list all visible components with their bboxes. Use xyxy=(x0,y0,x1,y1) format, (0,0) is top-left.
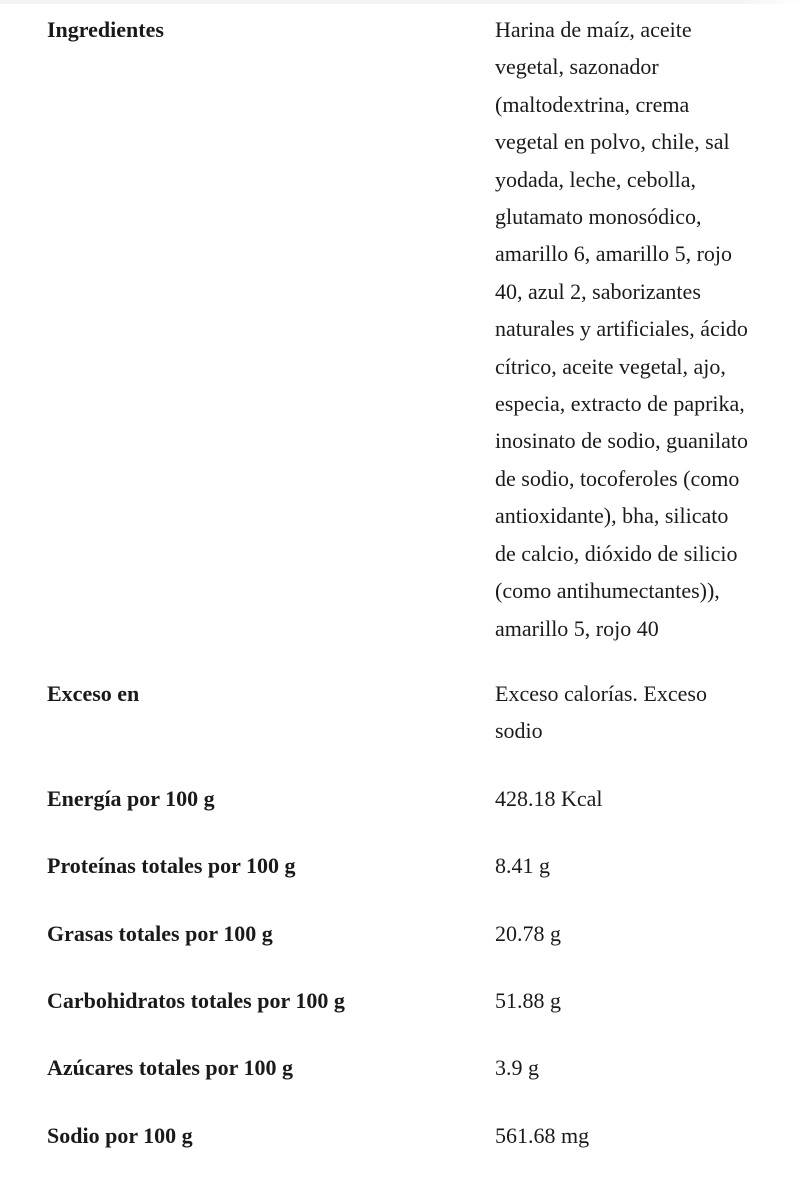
value-line: de calcio, dióxido de silicio xyxy=(495,540,738,566)
value-line: amarillo 6, amarillo 5, rojo xyxy=(495,241,733,267)
top-divider xyxy=(0,0,803,4)
value-line: 20.78 g xyxy=(495,921,561,946)
value-line: vegetal en polvo, chile, sal xyxy=(495,129,730,155)
value-line: 3.9 g xyxy=(495,1055,539,1080)
value-line: 40, azul 2, saborizantes xyxy=(495,278,701,304)
row-value xyxy=(495,915,785,952)
row-value xyxy=(495,780,785,817)
value-line: antioxidante), bha, silicato xyxy=(495,503,729,529)
value-line: 51.88 g xyxy=(495,988,561,1013)
value-line: Exceso calorías. Exceso xyxy=(495,681,707,706)
row-label: Sodio por 100 g xyxy=(47,1123,193,1148)
value-line: sodio xyxy=(495,718,543,744)
value-line: amarillo 5, rojo 40 xyxy=(495,615,659,641)
row-value xyxy=(495,675,785,750)
value-line: (maltodextrina, crema xyxy=(495,91,690,117)
row-value xyxy=(495,847,785,884)
row-label: Energía por 100 g xyxy=(47,786,215,811)
value-line: yodada, leche, cebolla, xyxy=(495,166,696,192)
value-line: 428.18 Kcal xyxy=(495,786,603,811)
row-label: Carbohidratos totales por 100 g xyxy=(47,988,345,1013)
value-line: Harina de maíz, aceite xyxy=(495,17,692,42)
value-line: glutamato monosódico, xyxy=(495,204,702,230)
value-line: (como antihumectantes)), xyxy=(495,578,720,604)
row-label: Exceso en xyxy=(47,681,140,706)
value-line: especia, extracto de paprika, xyxy=(495,391,745,417)
value-line: vegetal, sazonador xyxy=(495,54,659,80)
value-line: de sodio, tocoferoles (como xyxy=(495,465,740,491)
row-value xyxy=(495,1117,785,1154)
value-line: cítrico, aceite vegetal, ajo, xyxy=(495,353,726,379)
row-label: Proteínas totales por 100 g xyxy=(47,853,296,878)
value-line: 8.41 g xyxy=(495,853,550,878)
row-label: Azúcares totales por 100 g xyxy=(47,1055,294,1080)
row-value xyxy=(495,982,785,1019)
row-label: Grasas totales por 100 g xyxy=(47,921,273,946)
value-line: 561.68 mg xyxy=(495,1123,590,1148)
row-value xyxy=(495,11,785,647)
row-label: Ingredientes xyxy=(47,17,164,42)
value-line: inosinato de sodio, guanilato xyxy=(495,428,748,454)
value-line: naturales y artificiales, ácido xyxy=(495,316,748,342)
row-value xyxy=(495,1049,785,1086)
